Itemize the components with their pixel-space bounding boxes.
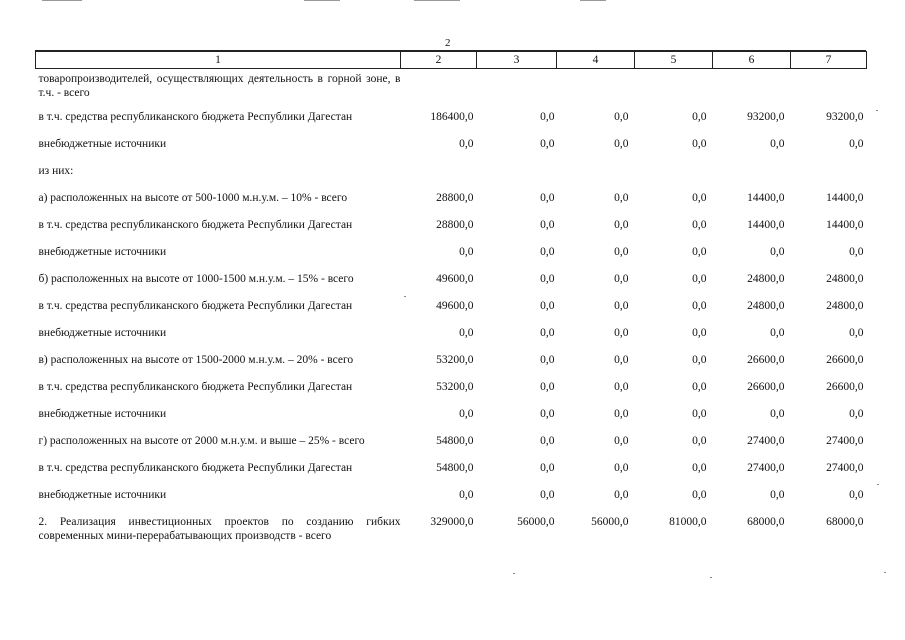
row-value-col-2: 49600,0 xyxy=(436,300,474,312)
row-value-col-5: 0,0 xyxy=(692,192,707,204)
row-value-col-2: 28800,0 xyxy=(436,219,474,231)
table-row xyxy=(36,235,867,262)
row-value-col-4: 0,0 xyxy=(614,408,629,420)
table-row xyxy=(36,208,867,235)
row-label: внебюджетные источники xyxy=(38,489,167,501)
scan-artifact xyxy=(884,572,886,573)
row-value-col-4: 0,0 xyxy=(614,435,629,447)
row-value-col-3 xyxy=(477,154,557,181)
row-value-col-3: 56000,0 xyxy=(517,516,555,528)
row-label: б) расположенных на высоте от 1000-1500 м.н.у.м. – 15% - всего xyxy=(38,273,354,285)
row-value-col-7: 14400,0 xyxy=(826,219,864,231)
row-value-col-6: 93200,0 xyxy=(747,111,785,123)
row-value-col-7: 0,0 xyxy=(849,138,864,150)
row-value-col-2: 54800,0 xyxy=(436,462,474,474)
row-value-col-6: 14400,0 xyxy=(747,219,785,231)
row-value-col-6: 0,0 xyxy=(770,246,785,258)
scan-artifact xyxy=(404,296,406,297)
page-number: 2 xyxy=(445,37,451,49)
row-value-col-5: 0,0 xyxy=(692,111,707,123)
row-label: г) расположенных на высоте от 2000 м.н.у.м. и выше – 25% - всего xyxy=(38,435,365,447)
row-value-col-4: 56000,0 xyxy=(591,516,629,528)
table-row xyxy=(36,316,867,343)
scan-artifact xyxy=(580,0,606,1)
row-value-col-3: 0,0 xyxy=(540,300,555,312)
table-row xyxy=(36,181,867,208)
row-label: внебюджетные источники xyxy=(38,246,167,258)
row-value-col-5: 0,0 xyxy=(692,327,707,339)
row-value-col-3: 0,0 xyxy=(540,246,555,258)
column-header-6: 6 xyxy=(713,52,791,69)
row-value-col-6 xyxy=(713,154,791,181)
row-value-col-2: 0,0 xyxy=(459,246,474,258)
row-value-col-2: 54800,0 xyxy=(436,435,474,447)
row-value-col-2: 53200,0 xyxy=(436,381,474,393)
scan-artifact xyxy=(513,573,515,574)
row-value-col-5: 0,0 xyxy=(692,219,707,231)
table-row xyxy=(36,478,867,505)
row-value-col-4: 0,0 xyxy=(614,192,629,204)
row-value-col-7: 27400,0 xyxy=(826,435,864,447)
row-label: внебюджетные источники xyxy=(38,138,167,150)
row-value-col-7: 93200,0 xyxy=(826,111,864,123)
row-value-col-2: 0,0 xyxy=(459,138,474,150)
row-value-col-6: 14400,0 xyxy=(747,192,785,204)
table-row xyxy=(36,397,867,424)
row-value-col-4: 0,0 xyxy=(614,489,629,501)
scan-artifact xyxy=(304,0,340,1)
table-row xyxy=(36,127,867,154)
row-value-col-2: 49600,0 xyxy=(436,273,474,285)
row-value-col-3 xyxy=(477,69,557,101)
scan-artifact xyxy=(876,110,878,111)
row-value-col-4 xyxy=(557,154,635,181)
row-value-col-2: 186400,0 xyxy=(430,111,474,123)
row-value-col-3: 0,0 xyxy=(540,462,555,474)
row-value-col-4: 0,0 xyxy=(614,273,629,285)
row-value-col-5: 0,0 xyxy=(692,138,707,150)
row-value-col-4: 0,0 xyxy=(614,138,629,150)
row-value-col-5 xyxy=(635,154,713,181)
row-value-col-4: 0,0 xyxy=(614,300,629,312)
row-value-col-6: 24800,0 xyxy=(747,273,785,285)
row-value-col-2: 53200,0 xyxy=(436,354,474,366)
column-header-1: 1 xyxy=(36,52,401,69)
row-value-col-7: 0,0 xyxy=(849,327,864,339)
row-value-col-7 xyxy=(791,69,867,101)
row-value-col-7: 68000,0 xyxy=(826,516,864,528)
row-value-col-5: 0,0 xyxy=(692,462,707,474)
row-label: в т.ч. средства республиканского бюджета Республики Дагестан xyxy=(38,462,353,474)
row-value-col-4: 0,0 xyxy=(614,219,629,231)
row-value-col-5: 81000,0 xyxy=(669,516,707,528)
row-value-col-3: 0,0 xyxy=(540,381,555,393)
row-value-col-2: 0,0 xyxy=(459,408,474,420)
budget-table xyxy=(35,51,867,546)
scan-artifact xyxy=(877,484,879,485)
table-row xyxy=(36,289,867,316)
column-header-7: 7 xyxy=(791,52,867,69)
scan-artifact xyxy=(42,0,82,1)
row-label: внебюджетные источники xyxy=(38,408,167,420)
row-label: в т.ч. средства республиканского бюджета Республики Дагестан xyxy=(38,381,353,393)
row-value-col-3: 0,0 xyxy=(540,192,555,204)
row-value-col-3: 0,0 xyxy=(540,111,555,123)
table-row xyxy=(36,343,867,370)
row-value-col-2: 329000,0 xyxy=(430,516,474,528)
row-label: в т.ч. средства республиканского бюджета Республики Дагестан xyxy=(38,300,353,312)
row-value-col-3: 0,0 xyxy=(540,138,555,150)
row-value-col-5: 0,0 xyxy=(692,354,707,366)
row-value-col-7: 26600,0 xyxy=(826,381,864,393)
table-row xyxy=(36,154,867,181)
scan-artifact xyxy=(414,0,460,1)
row-label: а) расположенных на высоте от 500-1000 м.н.у.м. – 10% - всего xyxy=(38,192,348,204)
row-value-col-6 xyxy=(713,69,791,101)
row-value-col-5: 0,0 xyxy=(692,435,707,447)
row-value-col-2: 0,0 xyxy=(459,489,474,501)
row-value-col-6: 27400,0 xyxy=(747,435,785,447)
table-row xyxy=(36,370,867,397)
row-value-col-6: 0,0 xyxy=(770,489,785,501)
row-value-col-6: 0,0 xyxy=(770,138,785,150)
row-value-col-6: 0,0 xyxy=(770,408,785,420)
row-value-col-3: 0,0 xyxy=(540,219,555,231)
table-header-row xyxy=(36,52,867,69)
row-value-col-2 xyxy=(401,69,477,101)
row-value-col-6: 0,0 xyxy=(770,327,785,339)
row-value-col-4: 0,0 xyxy=(614,246,629,258)
table-row xyxy=(36,451,867,478)
row-value-col-5: 0,0 xyxy=(692,246,707,258)
column-header-2: 2 xyxy=(401,52,477,69)
row-value-col-7: 24800,0 xyxy=(826,300,864,312)
column-header-3: 3 xyxy=(477,52,557,69)
row-value-col-5: 0,0 xyxy=(692,408,707,420)
row-value-col-2 xyxy=(401,154,477,181)
row-label: в) расположенных на высоте от 1500-2000 м.н.у.м. – 20% - всего xyxy=(38,354,354,366)
table-row xyxy=(36,69,867,101)
row-value-col-4: 0,0 xyxy=(614,462,629,474)
row-value-col-5: 0,0 xyxy=(692,273,707,285)
row-value-col-7: 24800,0 xyxy=(826,273,864,285)
row-value-col-5: 0,0 xyxy=(692,300,707,312)
row-value-col-7: 27400,0 xyxy=(826,462,864,474)
row-value-col-3: 0,0 xyxy=(540,489,555,501)
table-row xyxy=(36,100,867,127)
row-value-col-7: 26600,0 xyxy=(826,354,864,366)
row-value-col-6: 27400,0 xyxy=(747,462,785,474)
table-body xyxy=(36,69,867,547)
row-value-col-4 xyxy=(557,69,635,101)
row-value-col-7: 0,0 xyxy=(849,408,864,420)
table-row xyxy=(36,424,867,451)
row-value-col-5: 0,0 xyxy=(692,489,707,501)
row-label: в т.ч. средства республиканского бюджета Республики Дагестан xyxy=(38,111,353,123)
row-value-col-6: 24800,0 xyxy=(747,300,785,312)
table-row xyxy=(36,505,867,546)
row-value-col-3: 0,0 xyxy=(540,435,555,447)
row-value-col-4: 0,0 xyxy=(614,327,629,339)
row-label: товаропроизводителей, осуществляющих деятельность в горной зоне, в т.ч. - всего xyxy=(38,73,401,99)
column-header-4: 4 xyxy=(557,52,635,69)
scan-artifact xyxy=(710,577,712,578)
row-value-col-6: 26600,0 xyxy=(747,381,785,393)
row-value-col-2: 0,0 xyxy=(459,327,474,339)
column-header-5: 5 xyxy=(635,52,713,69)
row-value-col-5: 0,0 xyxy=(692,381,707,393)
table-row xyxy=(36,262,867,289)
row-value-col-7: 0,0 xyxy=(849,246,864,258)
row-value-col-4: 0,0 xyxy=(614,111,629,123)
row-label: в т.ч. средства республиканского бюджета Республики Дагестан xyxy=(38,219,353,231)
row-label: внебюджетные источники xyxy=(38,327,167,339)
row-value-col-4: 0,0 xyxy=(614,381,629,393)
row-value-col-6: 68000,0 xyxy=(747,516,785,528)
row-value-col-7: 0,0 xyxy=(849,489,864,501)
row-value-col-3: 0,0 xyxy=(540,408,555,420)
row-value-col-7 xyxy=(791,154,867,181)
row-value-col-3: 0,0 xyxy=(540,354,555,366)
row-value-col-6: 26600,0 xyxy=(747,354,785,366)
row-value-col-3: 0,0 xyxy=(540,273,555,285)
row-value-col-7: 14400,0 xyxy=(826,192,864,204)
row-value-col-5 xyxy=(635,69,713,101)
row-value-col-2: 28800,0 xyxy=(436,192,474,204)
row-value-col-4: 0,0 xyxy=(614,354,629,366)
row-value-col-3: 0,0 xyxy=(540,327,555,339)
row-label: из них: xyxy=(38,165,74,177)
row-label: 2. Реализация инвестиционных проектов по созданию гибких современных мини-перерабатывающих производств - всего xyxy=(38,516,401,542)
